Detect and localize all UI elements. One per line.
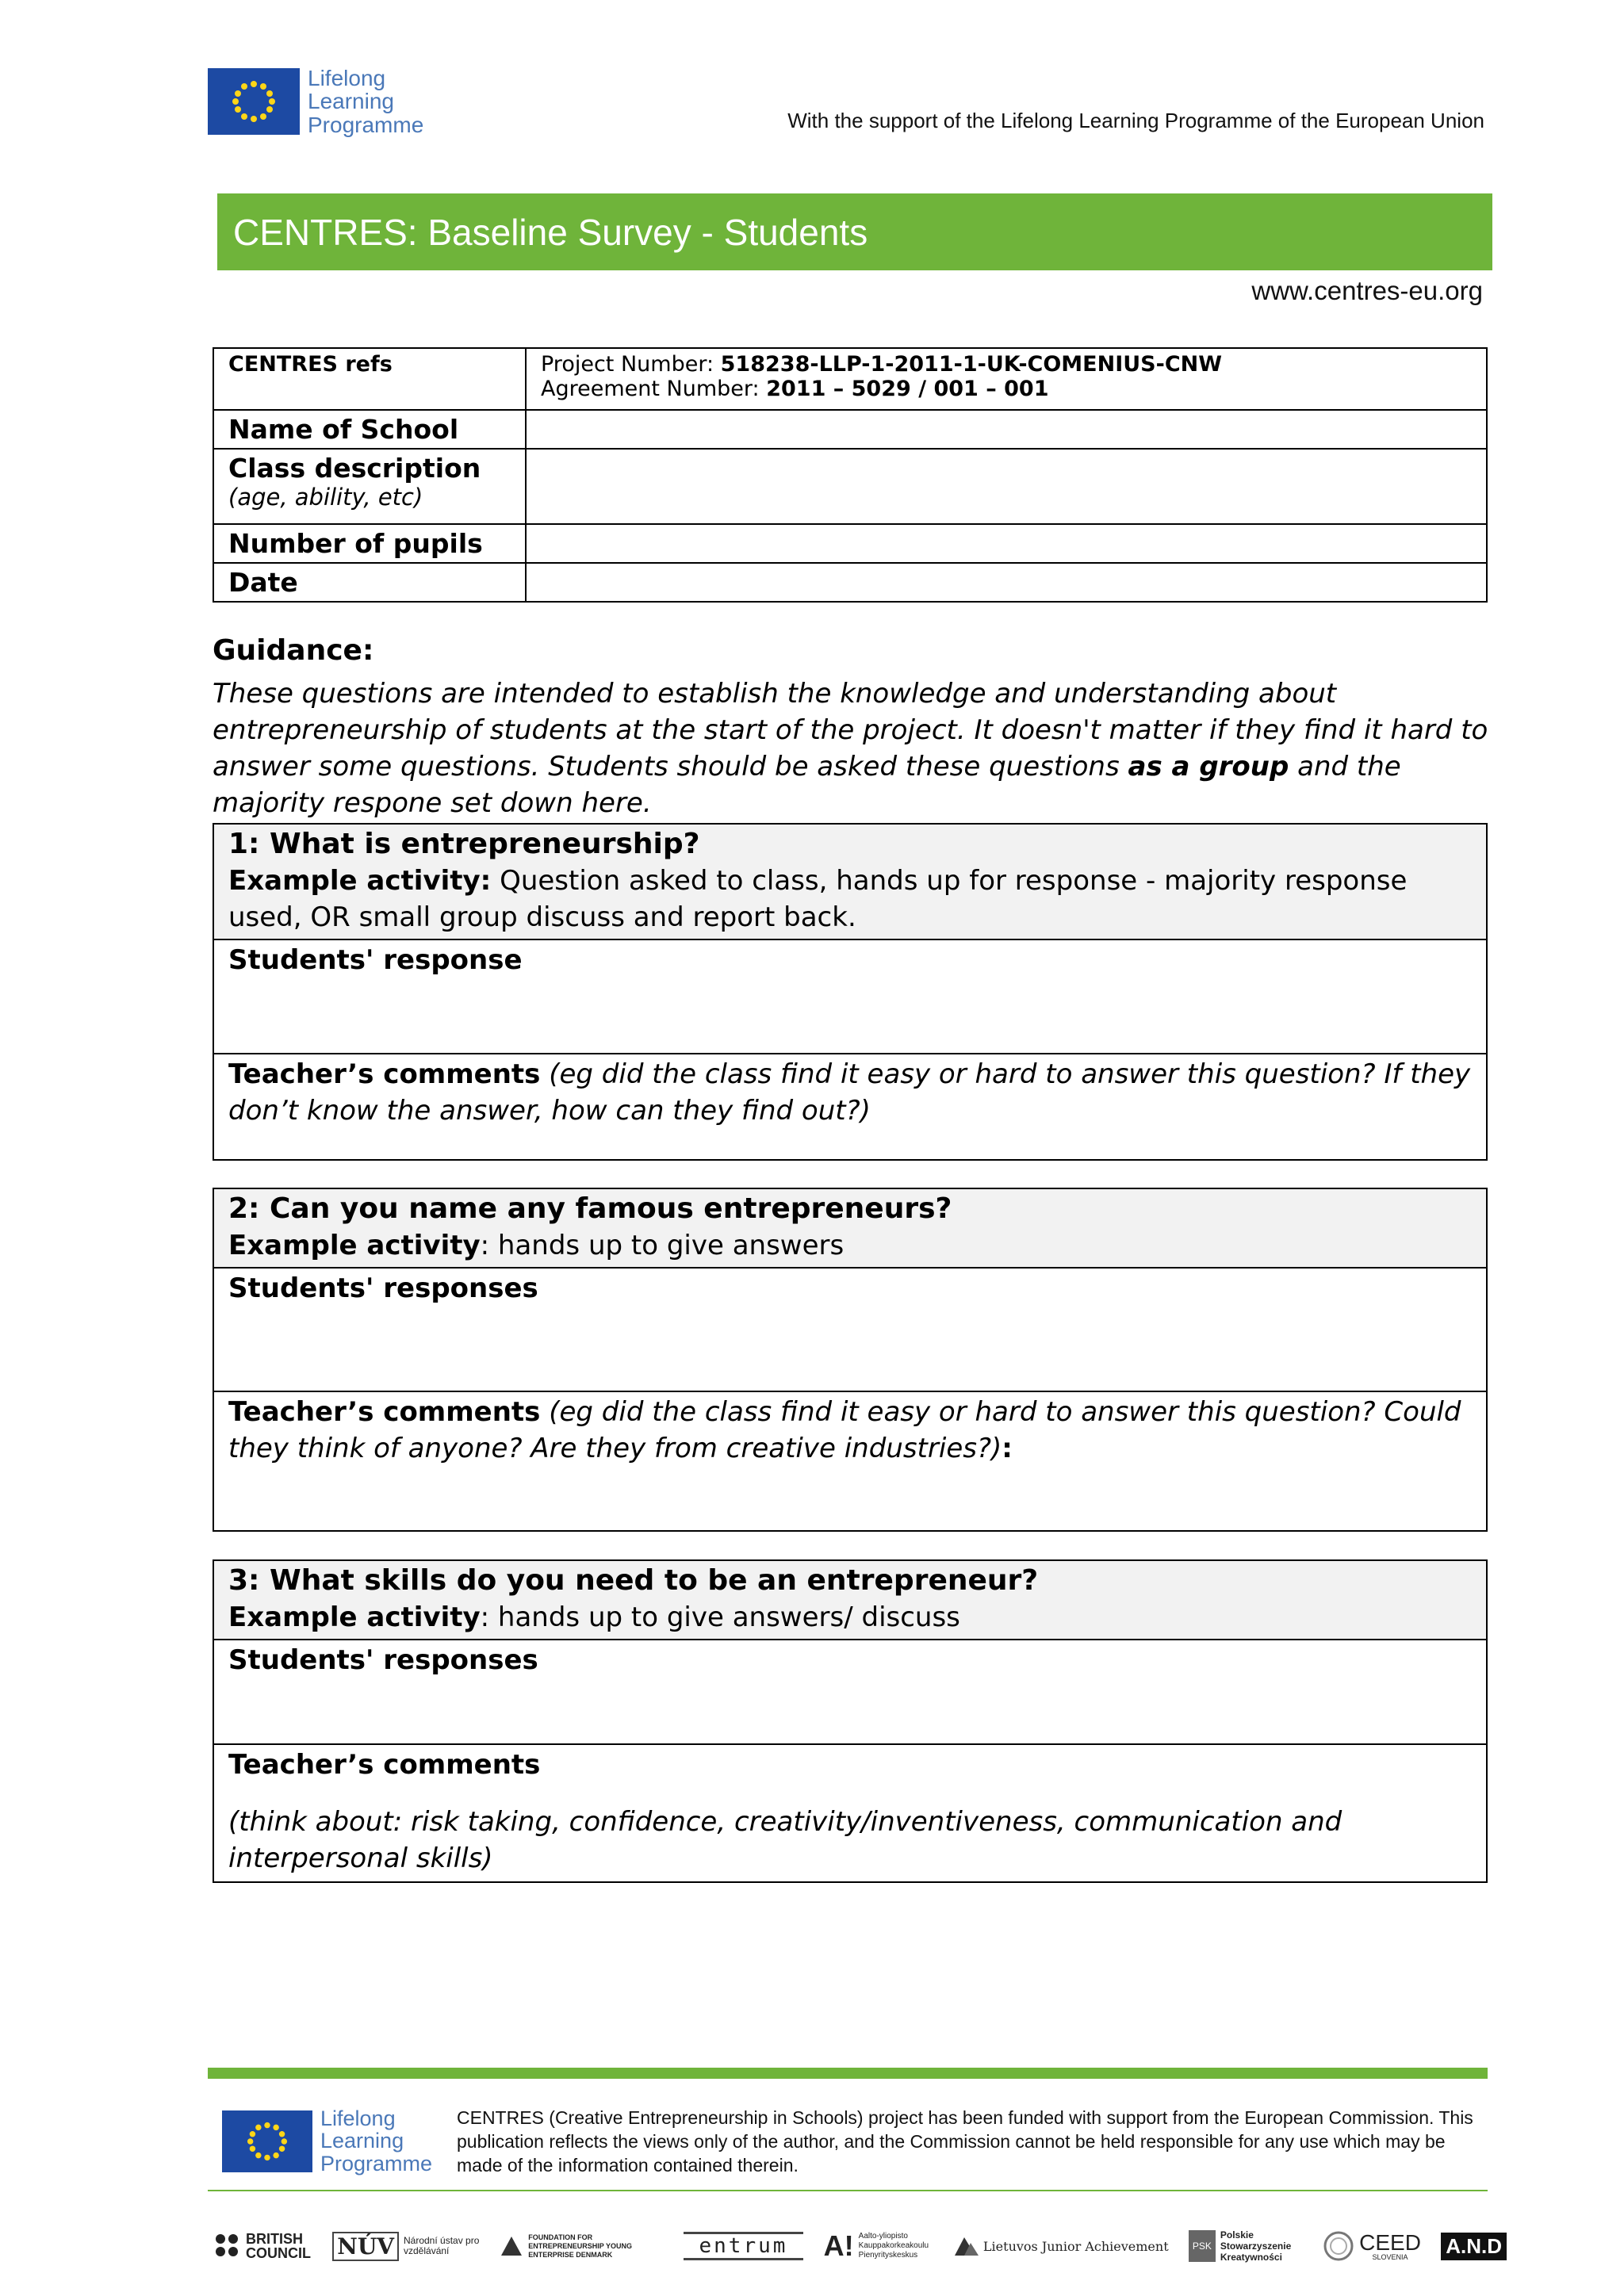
question-2-comments-area[interactable] <box>214 1391 1486 1530</box>
date-label-cell <box>213 563 526 602</box>
class-description-sublabel: (age, ability, etc) <box>228 484 423 511</box>
logo-line-3: Programme <box>320 2151 433 2175</box>
guidance-text <box>213 675 1497 821</box>
ye-denmark-logo <box>500 2233 663 2260</box>
example-label: Example activity <box>228 1230 481 1261</box>
ja-lithuania-logo <box>955 2235 1169 2257</box>
support-text: With the support of the Lifelong Learning Programme of the European Union <box>787 109 1484 132</box>
nuv-mark-icon: NÚV <box>332 2232 399 2261</box>
agreement-number-value: 2011 – 5029 / 001 – 001 <box>766 377 1049 401</box>
agreement-number-label: Agreement Number: <box>541 377 767 401</box>
partner-name: entrum <box>684 2232 804 2260</box>
partner-name: A.N.D <box>1441 2233 1507 2260</box>
partner-name: Lietuvos Junior Achievement <box>982 2238 1169 2254</box>
question-1-example <box>228 863 1472 936</box>
footer-llp-logo-text <box>320 2107 432 2175</box>
refs-row <box>213 348 1487 410</box>
psk-logo <box>1189 2229 1303 2263</box>
question-1-comments-area[interactable] <box>214 1053 1486 1159</box>
refs-value-cell <box>526 348 1487 410</box>
guidance-text-part-2: and the majority respone set down here. <box>213 751 1401 819</box>
partner-name: CEED <box>1359 2229 1421 2255</box>
partner-name: FOUNDATION FOR ENTREPRENEURSHIP YOUNG ENTERPRISE DENMARK <box>528 2233 632 2259</box>
partner-name: Aalto-yliopisto Kauppakorkeakoulu Pienyrityskeskus <box>858 2232 929 2260</box>
footer-llp-logo <box>222 2107 432 2175</box>
partner-name: Polskie Stowarzyszenie Kreatywności <box>1220 2229 1292 2263</box>
teacher-comments-hint: (eg did the class find it easy or hard to answer this question? If they don’t know the answer, how can they find out?) <box>228 1058 1471 1127</box>
aalto-a-icon: A! <box>823 2229 854 2262</box>
agreement-number <box>541 377 1472 401</box>
refs-label: CENTRES refs <box>228 352 393 377</box>
aalto-logo <box>824 2229 935 2263</box>
ja-mountain-icon <box>955 2235 979 2257</box>
ceed-logo <box>1323 2230 1421 2262</box>
example-label: Example activity <box>228 1601 481 1633</box>
number-of-pupils-field[interactable] <box>526 524 1487 563</box>
logo-line-2: Learning <box>308 89 394 114</box>
project-number-label: Project Number: <box>541 352 721 377</box>
date-label: Date <box>228 567 298 598</box>
llp-logo-text <box>308 67 423 136</box>
logo-line-3: Programme <box>308 112 424 137</box>
question-3-response-area[interactable] <box>214 1639 1486 1743</box>
students-response-label: Students' responses <box>228 1272 538 1304</box>
and-logo <box>1441 2233 1507 2260</box>
date-field[interactable] <box>526 563 1487 602</box>
footer-divider <box>208 2068 1488 2079</box>
teacher-comments-label: Teacher’s comments <box>228 1749 541 1781</box>
eu-flag-icon <box>222 2110 312 2172</box>
question-3-header <box>214 1561 1486 1639</box>
guidance-heading: Guidance: <box>213 634 374 667</box>
eu-flag-icon <box>208 68 300 135</box>
nuv-logo <box>332 2232 480 2261</box>
refs-label-cell <box>213 348 526 410</box>
example-label: Example activity: <box>228 865 492 897</box>
example-text: Question asked to class, hands up for response - majority response used, OR small group discuss and report back. <box>228 865 1408 933</box>
number-of-pupils-label-cell <box>213 524 526 563</box>
project-number-value: 518238-LLP-1-2011-1-UK-COMENIUS-CNW <box>720 352 1223 377</box>
partner-subname: SLOVENIA <box>1372 2252 1408 2261</box>
question-2-header <box>214 1189 1486 1267</box>
example-text: : hands up to give answers <box>480 1230 845 1261</box>
class-description-label: Class description <box>228 453 481 484</box>
think-about-note: (think about: risk taking, confidence, creativity/inventiveness, communication and interpersonal skills) <box>228 1806 1342 1874</box>
teacher-comments-label: Teacher’s comments <box>228 1058 541 1090</box>
students-response-label: Students' response <box>228 944 523 976</box>
class-description-label-cell <box>213 449 526 524</box>
question-2-response-area[interactable] <box>214 1267 1486 1391</box>
students-response-label: Students' responses <box>228 1644 538 1676</box>
ceed-circle-icon <box>1323 2230 1354 2262</box>
question-1-response-area[interactable] <box>214 939 1486 1053</box>
teacher-comments-label: Teacher’s comments <box>228 1396 541 1428</box>
question-2-title: 2: Can you name any famous entrepreneurs? <box>228 1192 952 1225</box>
question-3-box <box>213 1559 1488 1883</box>
school-name-row <box>213 410 1487 449</box>
teacher-comments-hint: (eg did the class find it easy or hard to answer this question? Could they think of anyone? Are they from creative industries?) <box>228 1396 1461 1464</box>
guidance-text-bold: as a group <box>1128 751 1289 783</box>
question-1-header <box>214 825 1486 939</box>
entrum-logo <box>684 2232 804 2260</box>
class-description-field[interactable] <box>526 449 1487 524</box>
question-3-example <box>228 1599 1472 1636</box>
logo-line-2: Learning <box>320 2129 404 2153</box>
question-1-box <box>213 823 1488 1161</box>
number-of-pupils-label: Number of pupils <box>228 528 483 559</box>
guidance-text-part-1: These questions are intended to establish the knowledge and understanding about entrepreneurship of students at the start of the project. It doesn't matter if they find it hard to answer some questions. Students should be asked these questions <box>213 678 1488 783</box>
question-2-example <box>228 1227 1472 1264</box>
question-2-box <box>213 1188 1488 1532</box>
page-title: CENTRES: Baseline Survey - Students <box>233 211 868 253</box>
funding-disclaimer: CENTRES (Creative Entrepreneurship in Schools) project has been funded with support from the European Commission. This publication reflects the views only of the author, and the Commission cannot be held responsible for any use which may be made of the information contained therein. <box>457 2107 1473 2175</box>
project-number <box>541 352 1472 377</box>
question-3-comments-area[interactable] <box>214 1743 1486 1881</box>
class-description-row <box>213 449 1487 524</box>
llp-logo <box>208 67 423 136</box>
question-3-title: 3: What skills do you need to be an entrepreneur? <box>228 1564 1039 1597</box>
partner-name: Národní ústav pro vzdělávání <box>404 2235 480 2256</box>
partner-logos <box>214 2224 1507 2268</box>
triangle-mark-icon <box>500 2235 523 2257</box>
school-name-label-cell <box>213 410 526 449</box>
logo-line-1: Lifelong <box>320 2107 396 2130</box>
logo-line-1: Lifelong <box>308 66 386 90</box>
school-name-label: Name of School <box>228 414 459 445</box>
teacher-comments-suffix: : <box>1002 1433 1013 1464</box>
psk-mark-icon: PSK <box>1189 2230 1216 2262</box>
school-name-field[interactable] <box>526 410 1487 449</box>
refs-table <box>213 347 1488 603</box>
example-text: : hands up to give answers/ discuss <box>480 1601 960 1633</box>
question-1-title: 1: What is entrepreneurship? <box>228 828 700 860</box>
number-of-pupils-row <box>213 524 1487 563</box>
date-row <box>213 563 1487 602</box>
partner-name: BRITISH COUNCIL <box>246 2231 311 2261</box>
british-council-dots-icon <box>214 2233 241 2260</box>
footer-thin-divider <box>208 2190 1488 2191</box>
british-council-logo <box>214 2232 312 2260</box>
page-title-banner <box>217 193 1492 270</box>
website-link[interactable]: www.centres-eu.org <box>1251 276 1483 305</box>
